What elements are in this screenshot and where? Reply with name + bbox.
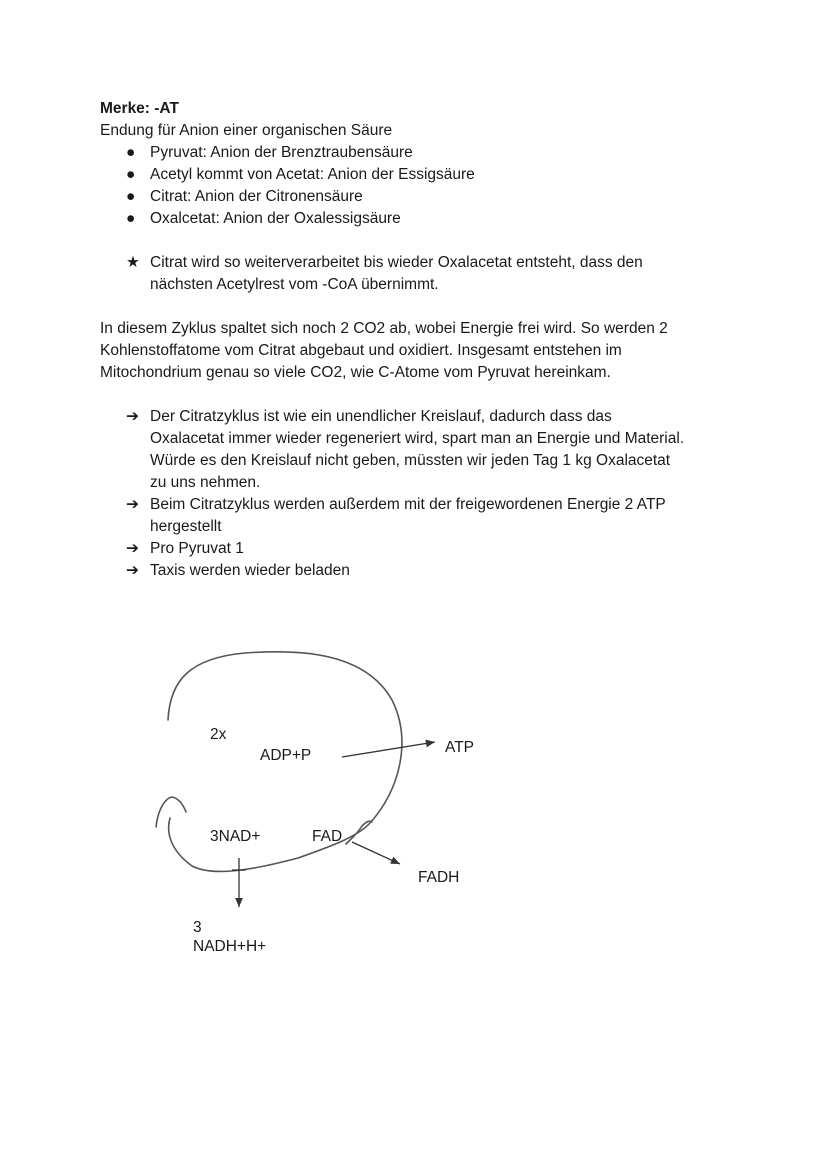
bullet-icon: ● — [126, 144, 136, 161]
atp-arrow — [342, 742, 435, 757]
label-atp: ATP — [445, 739, 474, 756]
bullet-item: ● Acetyl kommt von Acetat: Anion der Essigsäure — [126, 164, 150, 186]
subheading: Endung für Anion einer organischen Säure — [100, 122, 393, 139]
arrow-icon: ➔ — [126, 408, 139, 425]
arrow-item-continuation: Oxalacetat immer wieder regeneriert wird, spart man an Energie und Material. — [150, 430, 685, 447]
arrow-item-continuation: zu uns nehmen. — [150, 474, 261, 491]
arrow-icon: ➔ — [126, 540, 139, 557]
arrow-item-continuation: Würde es den Kreislauf nicht geben, müssten wir jeden Tag 1 kg Oxalacetat — [150, 452, 671, 469]
bullet-item: ● Citrat: Anion der Citronensäure — [126, 186, 150, 208]
arrow-icon: ➔ — [126, 496, 139, 513]
label-fadh: FADH — [418, 869, 460, 886]
paragraph-line: Mitochondrium genau so viele CO2, wie C-Atome vom Pyruvat hereinkam. — [100, 364, 611, 381]
cycle-hook — [156, 797, 186, 827]
arrow-item: ➔ Der Citratzyklus ist wie ein unendlicher Kreislauf, dadurch dass das — [126, 406, 150, 428]
label-nadh-count: 3 — [193, 919, 202, 936]
star-note-continuation: nächsten Acetylrest vom -CoA übernimmt. — [150, 276, 439, 293]
label-nadh: NADH+H+ — [193, 938, 267, 955]
arrow-item-continuation: hergestellt — [150, 518, 222, 535]
arrow-icon: ➔ — [126, 562, 139, 579]
star-note: ★ Citrat wird so weiterverarbeitet bis wieder Oxalacetat entsteht, dass den — [126, 252, 150, 274]
bullet-icon: ● — [126, 188, 136, 205]
heading: Merke: -AT — [100, 100, 179, 117]
label-adp: ADP+P — [260, 747, 312, 764]
label-2x: 2x — [210, 726, 227, 743]
paragraph-line: In diesem Zyklus spaltet sich noch 2 CO2 ab, wobei Energie frei wird. So werden 2 — [100, 320, 668, 337]
bullet-item: ● Oxalcetat: Anion der Oxalessigsäure — [126, 208, 150, 230]
label-fad: FAD — [312, 828, 343, 845]
label-nad: 3NAD+ — [210, 828, 261, 845]
paragraph-line: Kohlenstoffatome vom Citrat abgebaut und oxidiert. Insgesamt entstehen im — [100, 342, 622, 359]
arrow-item: ➔ Pro Pyruvat 1 — [126, 538, 150, 560]
arrow-item: ➔ Beim Citratzyklus werden außerdem mit der freigewordenen Energie 2 ATP — [126, 494, 150, 516]
bullet-item: ● Pyruvat: Anion der Brenztraubensäure — [126, 142, 150, 164]
arrow-item: ➔ Taxis werden wieder beladen — [126, 560, 150, 582]
star-icon: ★ — [126, 254, 140, 271]
fadh-arrow — [352, 842, 400, 864]
bullet-icon: ● — [126, 210, 136, 227]
bullet-icon: ● — [126, 166, 136, 183]
